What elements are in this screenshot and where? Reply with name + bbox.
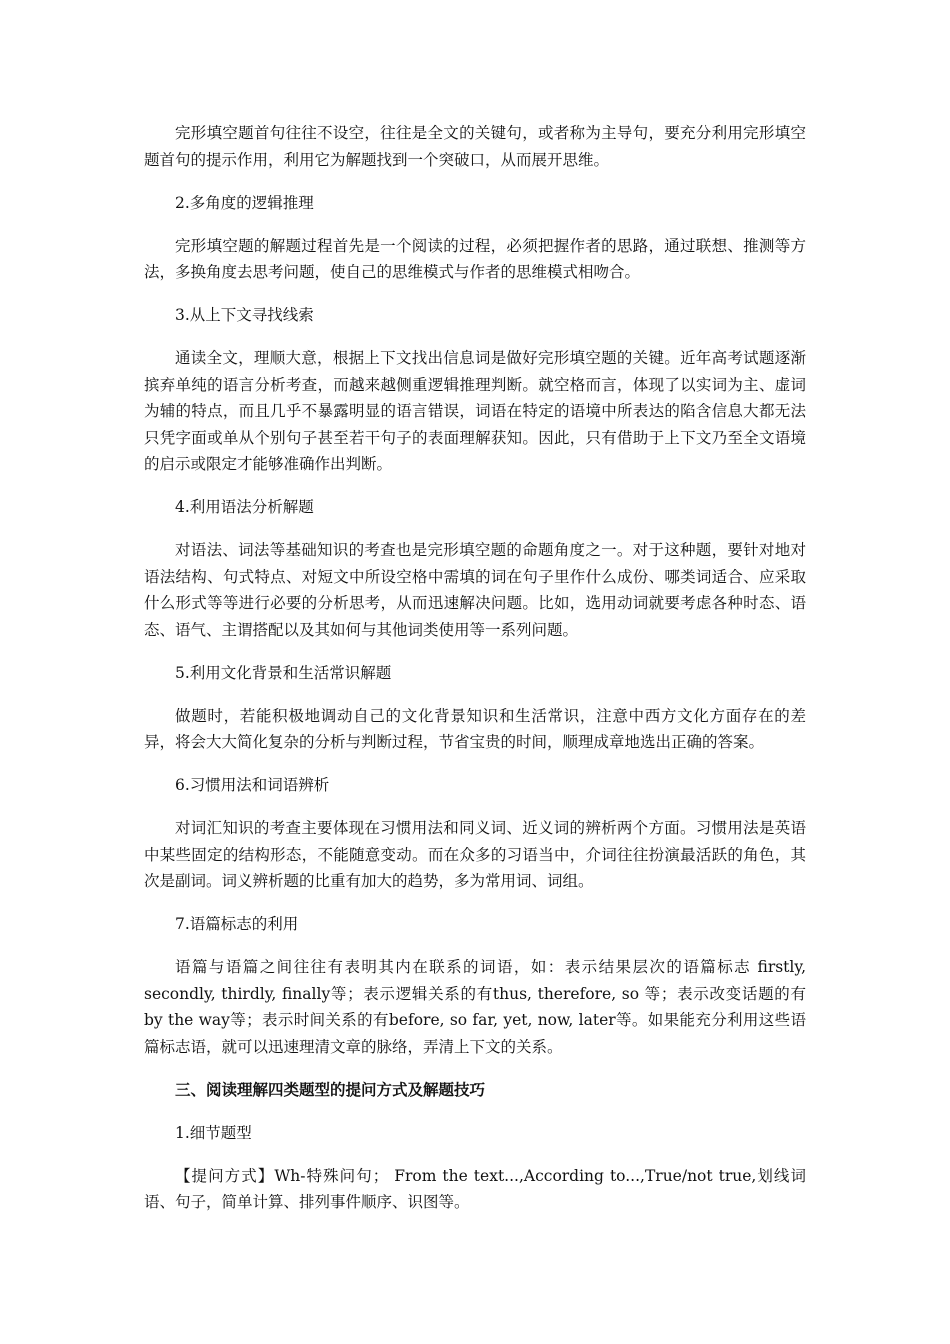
heading-usage-and-word-discrimination: 6.习惯用法和词语辨析 xyxy=(175,776,330,794)
heading-multi-angle-reasoning: 2.多角度的逻辑推理 xyxy=(175,193,314,212)
paragraph-first-sentence-tip: 完形填空题首句往往不设空，往往是全文的关键句，或者称为主导句，要充分利用完形填空题首句的提示作用，利用它为解题找到一个突破口，从而展开思维。 xyxy=(144,124,806,169)
paragraph-context-clues: 通读全文，理顺大意，根据上下文找出信息词是做好完形填空题的关键。近年高考试题逐渐摈弃单纯的语言分析考查，而越来越侧重逻辑推理判断。就空格而言，体现了以实词为主、虚词为辅的特点，而且几乎不暴露明显的语言错误，词语在特定的语境中所表达的陷含信息大都无法只凭字面或单从个别句子甚至若干句子的表面理解获知。因此，只有借助于上下文乃至全文语境的启示或限定才能够准确作出判断。 xyxy=(144,349,806,473)
heading-cultural-background: 5.利用文化背景和生活常识解题 xyxy=(175,663,392,682)
heading-grammar-analysis: 4.利用语法分析解题 xyxy=(175,498,314,516)
paragraph-grammar-analysis: 对语法、词法等基础知识的考查也是完形填空题的命题角度之一。对于这种题，要针对地对语法结构、句式特点、对短文中所设空格中需填的词在句子里作什么成份、哪类词适合、应采取什么形式等等进行必要的分析思考，从而迅速解决问题。比如，选用动词就要考虑各种时态、语态、语气、主谓搭配以及其如何与其他词类使用等一系列问题。 xyxy=(144,541,806,639)
paragraph-multi-angle-reasoning: 完形填空题的解题过程首先是一个阅读的过程，必须把握作者的思路，通过联想、推测等方法，多换角度去思考问题，使自己的思维模式与作者的思维模式相吻合。 xyxy=(144,236,806,281)
paragraph-discourse-markers: 语篇与语篇之间往往有表明其内在联系的词语，如：表示结果层次的语篇标志 firstly, secondly, thirdly, finally等；表示逻辑关系的有thus, therefore, so 等；表示改变话题的有by the way等；表示时间关系的有before, so far, yet, now, later等。如果能充分利用这些语篇标志语，就可以迅速理清文章的脉络，弄清上下文的关系。 xyxy=(144,958,806,1056)
paragraph-cultural-background: 做题时，若能积极地调动自己的文化背景知识和生活常识，注意中西方文化方面存在的差异，将会大大简化复杂的分析与判断过程，节省宝贵的时间，顺理成章地选出正确的答案。 xyxy=(144,706,806,751)
document-body xyxy=(144,120,806,1216)
heading-context-clues: 3.从上下文寻找线索 xyxy=(175,306,314,324)
heading-discourse-markers: 7.语篇标志的利用 xyxy=(175,915,299,933)
paragraph-usage-and-word-discrimination: 对词汇知识的考查主要体现在习惯用法和同义词、近义词的辨析两个方面。习惯用法是英语中某些固定的结构形态，不能随意变动。而在众多的习语当中，介词往往扮演最活跃的角色，其次是副词。词义辨析题的比重有加大的趋势，多为常用词、词组。 xyxy=(144,819,806,890)
paragraph-question-formats: 【提问方式】Wh-特殊问句； From the text...,According to...,True/not true,划线词语、句子，简单计算、排列事件顺序、识图等。 xyxy=(144,1166,806,1211)
section-heading-reading-comprehension: 三、阅读理解四类题型的提问方式及解题技巧 xyxy=(175,1079,486,1099)
heading-detail-questions: 1.细节题型 xyxy=(175,1123,252,1142)
